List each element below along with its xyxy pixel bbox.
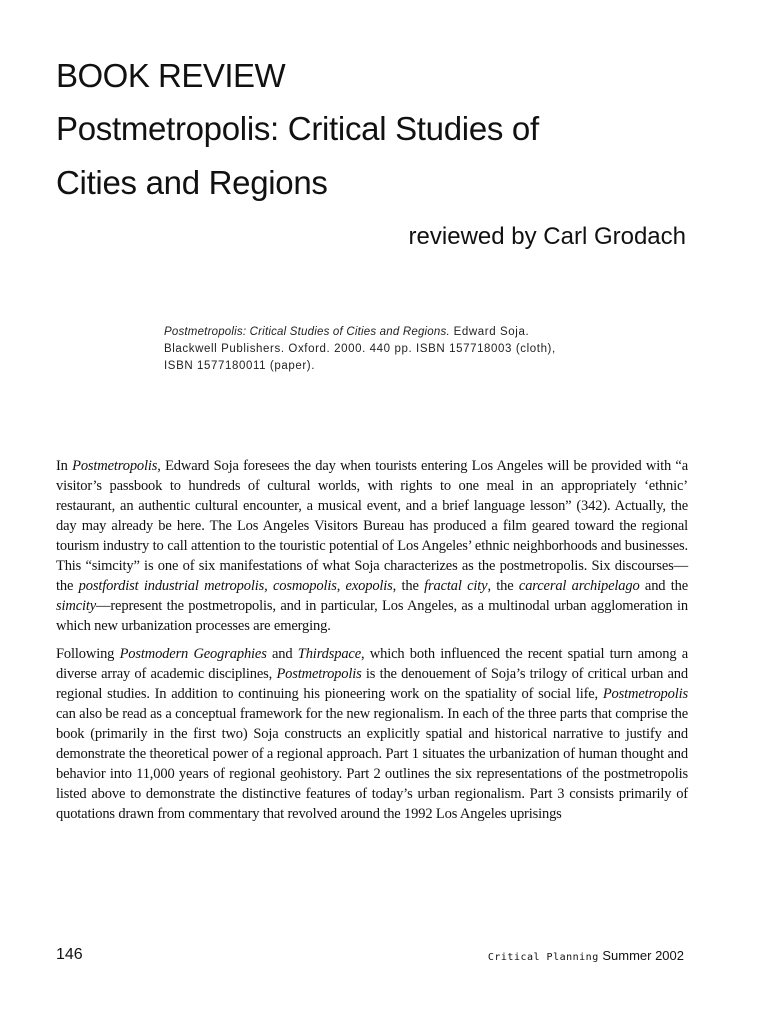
text-run: , the bbox=[392, 578, 425, 594]
article-title bbox=[56, 102, 716, 210]
article-title-line-1: Postmetropolis: Critical Studies of bbox=[56, 110, 539, 147]
italic-run: postfordist industrial metropolis bbox=[78, 578, 265, 594]
text-run: , which both influenced the recent spatial turn among a diverse array of academic disciplines, bbox=[56, 646, 689, 682]
citation-author: Edward Soja. bbox=[449, 326, 530, 338]
text-run: can also be read as a conceptual framework for the new regionalism. In each of the three parts that comprise the book (primarily in the first two) Soja constructs an explicitly spatial and historical narrative to justify and demonstrate the theoretical power of a regional approach. Part 1 situates the urbanization of human thought and behavior into 11,000 years of regional geohistory. Part 2 outlines the six representations of the postmetropolis listed above to demonstrate the distinctive features of today’s urban regionalism. Part 3 consists primarily of quotations drawn from commentary that revolved around the 1992 Los Angeles uprisings bbox=[56, 706, 688, 822]
italic-run: exopolis bbox=[345, 578, 393, 594]
text-run: —represent the postmetropolis, and in particular, Los Angeles, as a multinodal urban agglomeration in which new urbanization processes are emerging. bbox=[56, 598, 688, 634]
article-body bbox=[56, 456, 688, 832]
italic-run: Postmetropolis bbox=[602, 686, 688, 702]
section-kicker: BOOK REVIEW bbox=[56, 57, 286, 94]
citation-publisher: Blackwell Publishers. Oxford. 2000. 440 pp. ISBN 157718003 (cloth), bbox=[164, 343, 556, 355]
text-run: , bbox=[264, 578, 273, 594]
text-run: and the bbox=[639, 578, 689, 594]
article-title-line-2: Cities and Regions bbox=[56, 164, 328, 201]
body-paragraph-2 bbox=[56, 644, 688, 824]
book-citation bbox=[164, 324, 564, 375]
italic-run: Postmetropolis bbox=[276, 666, 362, 682]
text-run: , Edward Soja foresees the day when tourists entering Los Angeles will be provided with “a visitor’s passbook to hundreds of cultural worlds, with rights to one meal in an appropriately ‘ethnic’ restaurant, an authentic cultural encounter, a musical event, and a brief language lesson” (342). Actually, the day may already be here. The Los Angeles Visitors Bureau has produced a film geared toward the regional tourism industry to call attention to the touristic potential of Los Angeles’ ethnic neighborhoods and businesses. This “simcity” is one of six manifestations of what Soja characterizes as the postmetropolis. Six discourses—the bbox=[56, 458, 688, 594]
text-run: , the bbox=[487, 578, 519, 594]
text-run: is the denouement of Soja’s trilogy of critical urban and regional studies. In addition to continuing his pioneering work on the spatiality of social life, bbox=[56, 666, 689, 702]
italic-run: Thirdspace bbox=[297, 646, 362, 662]
text-run: , bbox=[336, 578, 346, 594]
text-run: Following bbox=[56, 646, 120, 662]
italic-run: Postmodern Geographies bbox=[119, 646, 267, 662]
page-footer bbox=[56, 946, 688, 970]
article-header bbox=[56, 56, 716, 252]
italic-run: cosmopolis bbox=[272, 578, 337, 594]
reviewer-byline: reviewed by Carl Grodach bbox=[408, 223, 686, 250]
journal-issue: Summer 2002 bbox=[598, 948, 684, 963]
italic-run: simcity bbox=[56, 598, 97, 614]
italic-run: carceral archipelago bbox=[518, 578, 640, 594]
italic-run: fractal city bbox=[424, 578, 488, 594]
running-footer bbox=[488, 948, 684, 963]
citation-book-title: Postmetropolis: Critical Studies of Cities and Regions. bbox=[164, 326, 450, 338]
italic-run: Postmetropolis bbox=[72, 458, 158, 474]
body-paragraph-1 bbox=[56, 456, 688, 636]
text-run: and bbox=[266, 646, 298, 662]
citation-isbn: ISBN 1577180011 (paper). bbox=[164, 360, 316, 372]
page-number: 146 bbox=[56, 946, 83, 963]
text-run: In bbox=[56, 458, 73, 474]
journal-name: Critical Planning bbox=[487, 952, 599, 963]
